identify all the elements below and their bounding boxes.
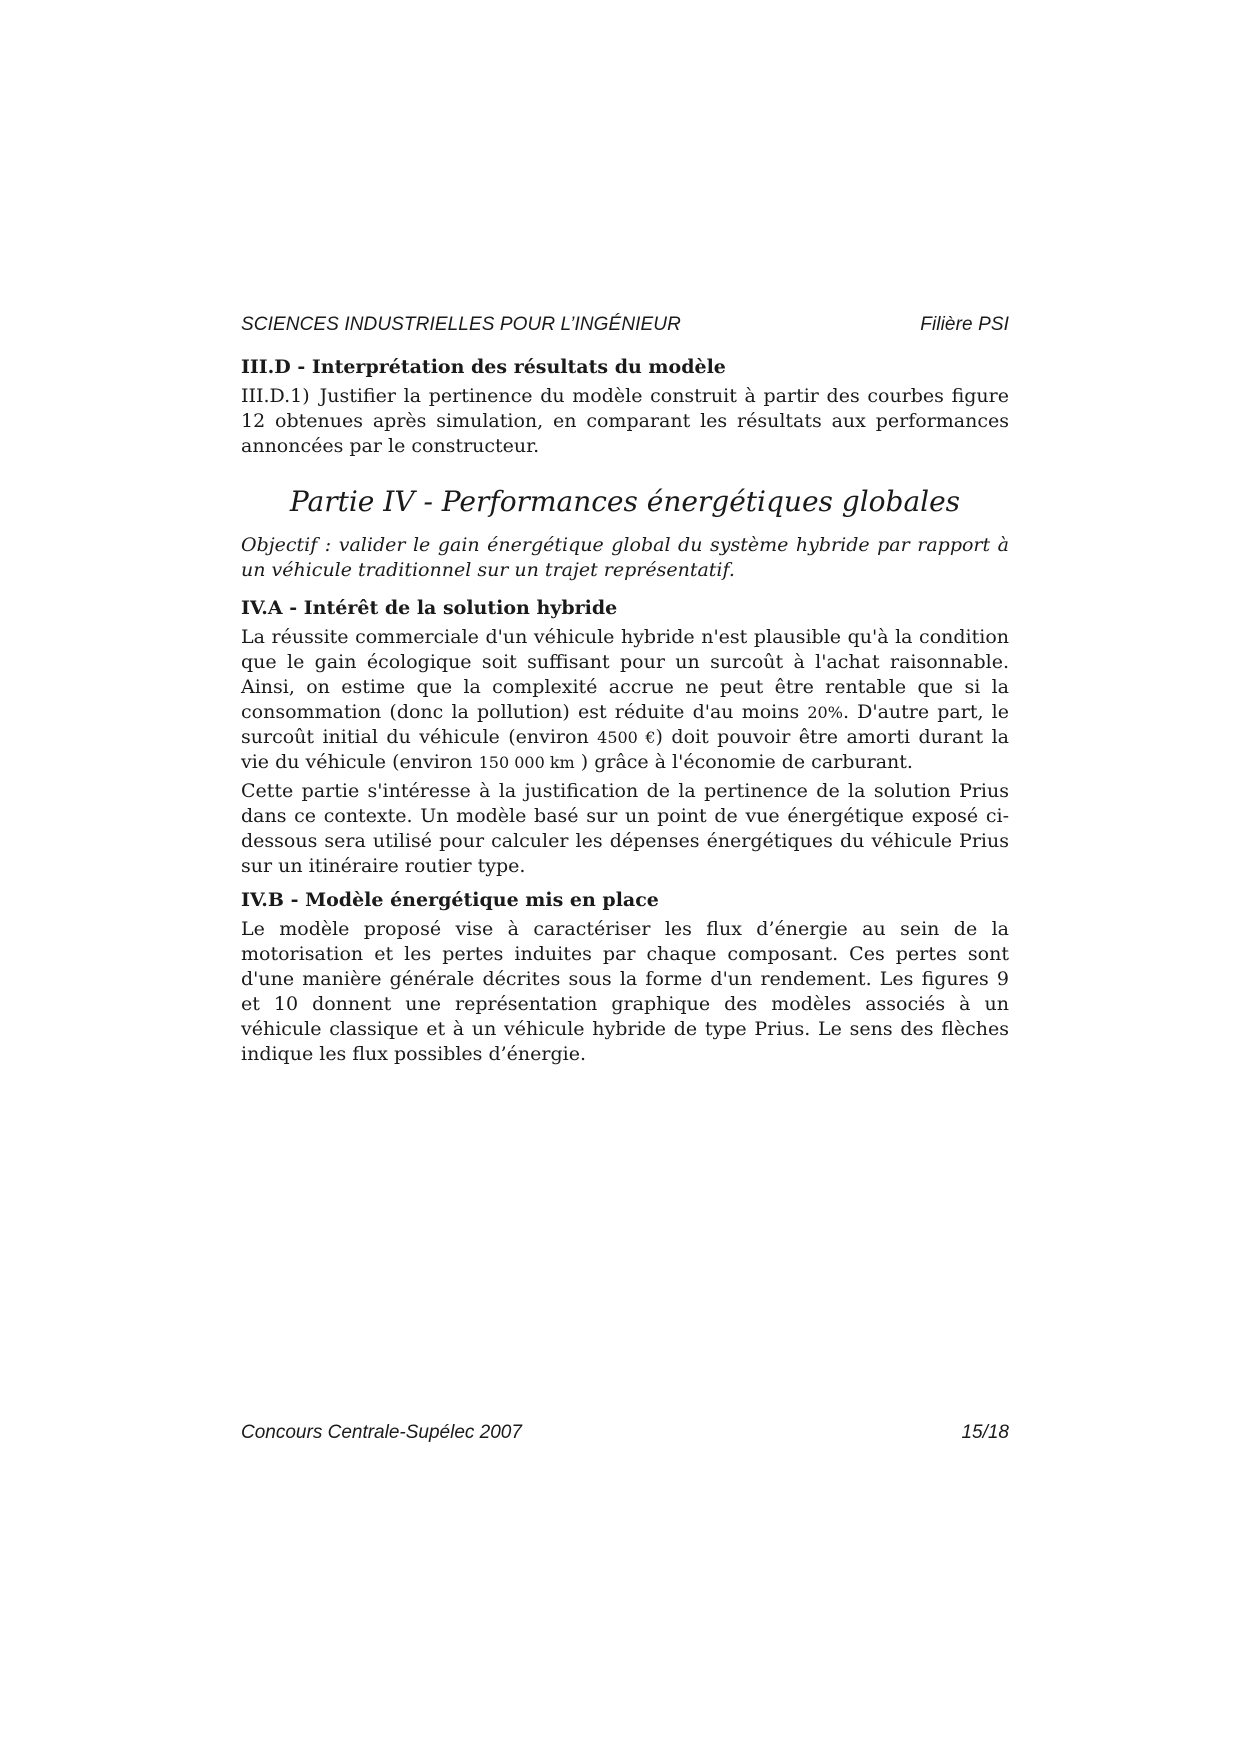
section-4a-p1-part-d: ) grâce à l'économie de carburant. (574, 751, 913, 773)
question-3d1-text: Justifier la pertinence du modèle construit à partir des courbes figure 12 obtenues après simulation, en comparant les résultats aux performances annoncées par le constructeur. (241, 385, 1009, 457)
section-4a-heading: IV.A - Intérêt de la solution hybride (241, 597, 618, 619)
question-3d1 (241, 384, 1009, 459)
running-header (241, 314, 1009, 336)
section-4a-paragraph-2: Cette partie s'intéresse à la justification de la pertinence de la solution Prius dans ce contexte. Un modèle basé sur un point de vue énergétique exposé ci-dessous sera utilisé pour calculer les dépenses énergétiques du véhicule Prius sur un itinéraire routier type. (241, 780, 1009, 877)
section-4a-p1-part-c: ) doit pouvoir être amorti durant la vie du véhicule (environ (241, 726, 1010, 773)
part-4-objective: Objectif : valider le gain énergétique global du système hybride par rapport à un véhicule traditionnel sur un trajet représentatif. (241, 534, 1009, 581)
reduction-percentage: 20% (807, 703, 843, 722)
section-3d-heading: III.D - Interprétation des résultats du modèle (241, 356, 726, 378)
header-track: Filière PSI (920, 314, 1009, 335)
section-4b-heading: IV.B - Modèle énergétique mis en place (241, 889, 659, 911)
part-4-title: Partie IV - Performances énergétiques globales (289, 485, 961, 518)
vehicle-life-distance: 150 000 km (478, 753, 575, 772)
section-4a-p1-part-b: . D'autre part, le surcoût initial du véhicule (environ (241, 701, 1009, 748)
header-subject: SCIENCES INDUSTRIELLES POUR L’INGÉNIEUR (241, 314, 681, 335)
section-4a-paragraph-1 (241, 625, 1009, 775)
footer-page-number: 15/18 (961, 1422, 1009, 1443)
section-4a-p1-part-a: La réussite commerciale d'un véhicule hybride n'est plausible qu'à la condition que le gain écologique soit suffisant pour un surcoût à l'achat raisonnable. Ainsi, on estime que la complexité accrue ne peut être rentable que si la consommation (donc la pollution) est réduite d'au moins (241, 626, 1009, 723)
page-content (241, 354, 1009, 1067)
section-4b-paragraph-1: Le modèle proposé vise à caractériser les flux d’énergie au sein de la motorisation et les pertes induites par chaque composant. Ces pertes sont d'une manière générale décrites sous la forme d'un rendement. Les figures 9 et 10 donnent une représentation graphique des modèles associés à un véhicule classique et à un véhicule hybride de type Prius. Le sens des flèches indique les flux possibles d’énergie. (241, 918, 1009, 1065)
running-footer (241, 1422, 1009, 1444)
question-3d1-number: III.D.1) (241, 385, 310, 407)
footer-exam-name: Concours Centrale-Supélec 2007 (241, 1422, 522, 1443)
extra-cost-value: 4500 € (597, 728, 656, 747)
document-page (241, 0, 1009, 1754)
